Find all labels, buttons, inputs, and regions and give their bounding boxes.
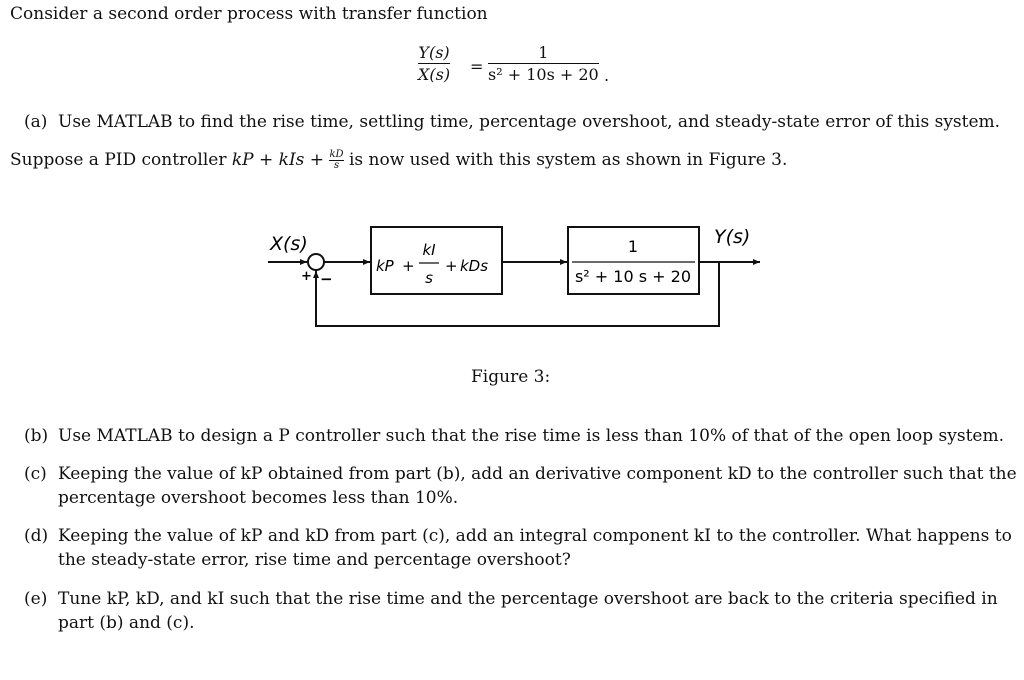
plant-denominator: s² + 10 s + 20 xyxy=(574,267,692,286)
pid-kp-term: kP + kIs + xyxy=(231,150,325,170)
part-e-line1: Tune kP, kD, and kI such that the rise time and the percentage overshoot are back to the criteria specified in xyxy=(58,589,998,609)
tf-rhs-numerator: 1 xyxy=(538,43,549,62)
pid-sentence-before: Suppose a PID controller xyxy=(10,150,232,170)
part-d-line2: the steady-state error, rise time and percentage overshoot? xyxy=(58,550,571,570)
part-a-label: (a) xyxy=(24,112,48,132)
controller-s: s xyxy=(425,269,433,287)
minus-sign: − xyxy=(320,270,333,288)
part-e-line2: part (b) and (c). xyxy=(58,613,195,633)
part-e xyxy=(24,587,998,635)
intro-text: Consider a second order process with transfer function xyxy=(10,4,488,24)
part-c-label: (c) xyxy=(24,464,47,484)
part-d-line1: Keeping the value of kP and kD from part (c), add an integral component kI to the controller. What happens to xyxy=(58,526,1012,546)
tf-equals: = xyxy=(470,57,484,76)
part-d-label: (d) xyxy=(24,526,49,546)
pid-kd-numerator: kD xyxy=(329,149,344,160)
controller-kp: kP xyxy=(376,257,394,275)
part-c xyxy=(24,462,1017,510)
part-d xyxy=(24,524,1012,572)
tf-period: . xyxy=(604,66,610,85)
plus-sign: + xyxy=(301,269,312,284)
part-b-text: Use MATLAB to design a P controller such that the rise time is less than 10% of that of the open loop system. xyxy=(58,426,1004,446)
pid-kd-denominator: s xyxy=(333,160,340,171)
part-a-text: Use MATLAB to find the rise time, settling time, percentage overshoot, and steady-state error of this system. xyxy=(58,112,1001,132)
part-b-label: (b) xyxy=(24,426,49,446)
controller-ki: kI xyxy=(422,241,436,259)
tf-lhs-numerator: Y(s) xyxy=(418,43,450,62)
input-label: X(s) xyxy=(270,233,308,255)
plant-numerator: 1 xyxy=(627,237,639,256)
figure-caption: Figure 3: xyxy=(471,367,551,387)
tf-lhs-denominator: X(s) xyxy=(418,65,451,85)
controller-kds: kDs xyxy=(460,257,489,275)
summing-junction xyxy=(308,254,324,270)
pid-sentence-after: is now used with this system as shown in Figure 3. xyxy=(343,150,788,170)
part-c-line1: Keeping the value of kP obtained from part (b), add an derivative component kD to the controller such that the xyxy=(58,464,1017,484)
part-e-label: (e) xyxy=(24,589,48,609)
output-label: Y(s) xyxy=(714,226,751,248)
controller-plus-1: + xyxy=(402,257,415,275)
controller-plus-2: + xyxy=(445,257,458,275)
part-b xyxy=(24,424,1013,448)
part-c-line2: percentage overshoot becomes less than 10%. xyxy=(58,488,459,508)
tf-rhs-denominator: s² + 10s + 20 xyxy=(488,65,599,85)
